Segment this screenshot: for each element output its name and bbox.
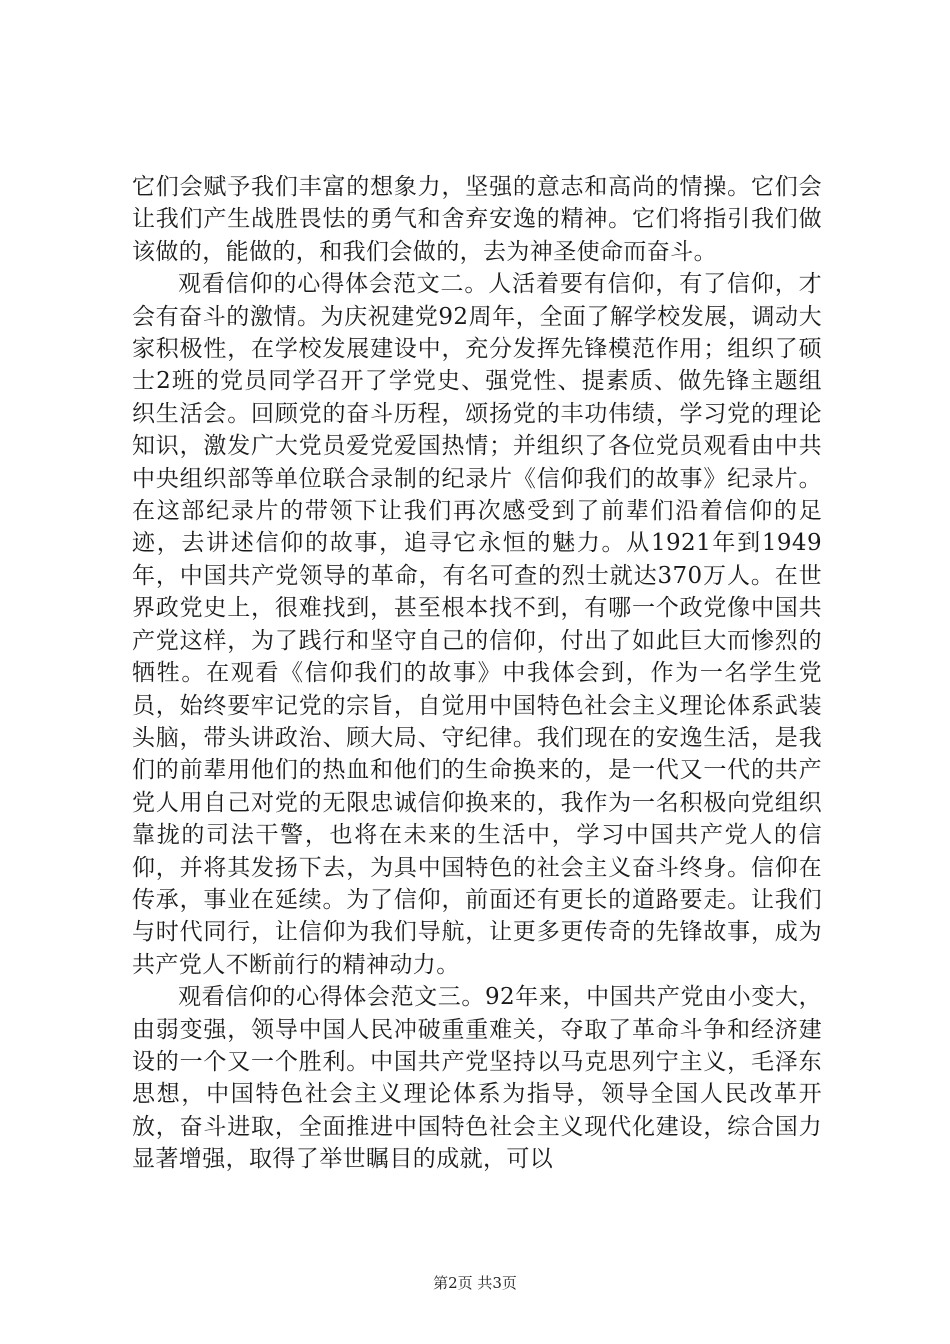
paragraph-1: 它们会赋予我们丰富的想象力，坚强的意志和高尚的情操。它们会让我们产生战胜畏怯的勇气和舍弃安逸的精神。它们将指引我们做该做的，能做的，和我们会做的，去为神圣使命而奋斗。 xyxy=(132,174,822,265)
paragraph-3: 观看信仰的心得体会范文三。92年来，中国共产党由小变大，由弱变强，领导中国人民冲破重重难关，夺取了革命斗争和经济建设的一个又一个胜利。中国共产党坚持以马克思列宁主义，毛泽东思想，中国特色社会主义理论体系为指导，领导全国人民改革开放，奋斗进取，全面推进中国特色社会主义现代化建设，综合国力显著增强，取得了举世瞩目的成就，可以 xyxy=(132,984,822,1173)
paragraph-2: 观看信仰的心得体会范文二。人活着要有信仰，有了信仰，才会有奋斗的激情。为庆祝建党92周年，全面了解学校发展，调动大家积极性，在学校发展建设中，充分发挥先锋模范作用；组织了硕士2班的党员同学召开了学党史、强党性、提素质、做先锋主题组织生活会。回顾党的奋斗历程，颂扬党的丰功伟绩，学习党的理论知识，激发广大党员爱党爱国热情；并组织了各位党员观看由中共中央组织部等单位联合录制的纪录片《信仰我们的故事》纪录片。在这部纪录片的带领下让我们再次感受到了前辈们沿着信仰的足迹，去讲述信仰的故事，追寻它永恒的魅力。从1921年到1949年，中国共产党领导的革命，有名可查的烈士就达370万人。在世界政党史上，很难找到，甚至根本找不到，有哪一个政党像中国共产党这样，为了践行和坚守自己的信仰，付出了如此巨大而惨烈的牺牲。在观看《信仰我们的故事》中我体会到，作为一名学生党员，始终要牢记党的宗旨，自觉用中国特色社会主义理论体系武装头脑，带头讲政治、顾大局、守纪律。我们现在的安逸生活，是我们的前辈用他们的热血和他们的生命换来的，是一代又一代的共产党人用自己对党的无限忠诚信仰换来的，我作为一名积极向党组织靠拢的司法干警，也将在未来的生活中，学习中国共产党人的信仰，并将其发扬下去，为具中国特色的社会主义奋斗终身。信仰在传承，事业在延续。为了信仰，前面还有更长的道路要走。让我们与时代同行，让信仰为我们导航，让更多更传奇的先锋故事，成为共产党人不断前行的精神动力。 xyxy=(132,271,822,978)
page-footer: 第2页 共3页 xyxy=(433,1274,517,1292)
document-body xyxy=(132,171,822,1176)
